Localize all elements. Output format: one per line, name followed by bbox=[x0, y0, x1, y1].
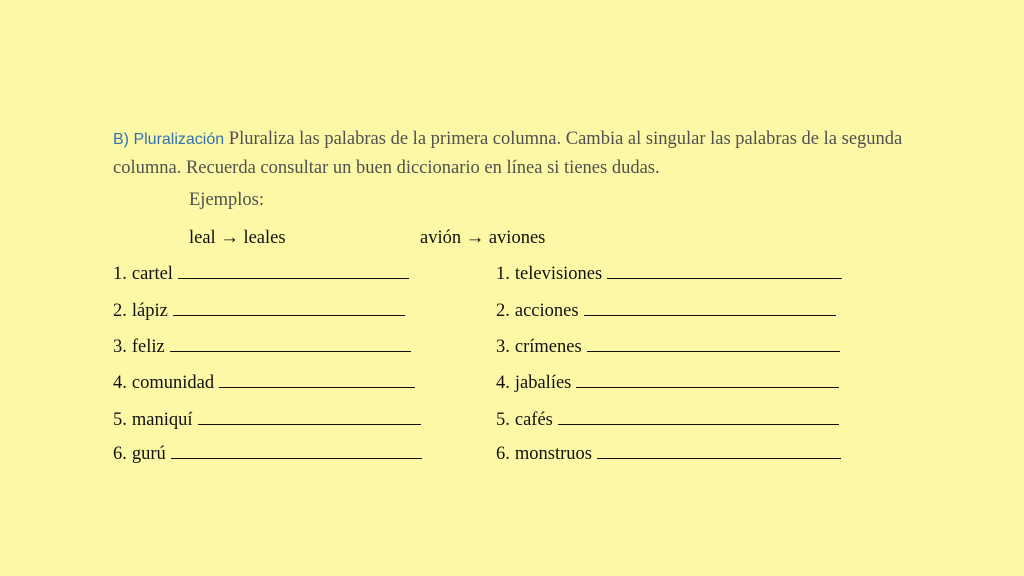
right-item-2 bbox=[496, 301, 836, 322]
item-word: maniquí bbox=[131, 410, 193, 430]
left-item-1 bbox=[113, 264, 409, 285]
left-item-6 bbox=[113, 444, 422, 465]
example-right: avión → aviones bbox=[420, 228, 546, 248]
answer-blank[interactable] bbox=[558, 410, 839, 425]
item-word: jabalíes bbox=[514, 373, 572, 393]
item-number: 2. bbox=[113, 301, 127, 321]
item-number: 5. bbox=[113, 410, 127, 430]
item-word: cartel bbox=[131, 264, 173, 284]
answer-blank[interactable] bbox=[597, 444, 841, 459]
item-number: 4. bbox=[113, 373, 127, 393]
right-item-5 bbox=[496, 410, 839, 431]
item-number: 1. bbox=[113, 264, 127, 284]
answer-blank[interactable] bbox=[587, 337, 840, 352]
left-item-3 bbox=[113, 337, 411, 358]
instructions-paragraph bbox=[113, 125, 963, 183]
answer-blank[interactable] bbox=[198, 410, 421, 425]
left-item-4 bbox=[113, 373, 415, 394]
right-item-4 bbox=[496, 373, 839, 394]
example-left: leal → leales bbox=[189, 228, 286, 248]
item-word: crímenes bbox=[514, 337, 582, 357]
item-word: cafés bbox=[514, 410, 553, 430]
examples-heading: Ejemplos: bbox=[189, 190, 265, 210]
item-word: monstruos bbox=[514, 444, 592, 464]
item-number: 4. bbox=[496, 373, 510, 393]
item-word: lápiz bbox=[131, 301, 168, 321]
answer-blank[interactable] bbox=[576, 373, 839, 388]
answer-blank[interactable] bbox=[178, 264, 409, 279]
item-number: 5. bbox=[496, 410, 510, 430]
item-word: televisiones bbox=[514, 264, 603, 284]
item-word: acciones bbox=[514, 301, 579, 321]
left-item-2 bbox=[113, 301, 405, 322]
answer-blank[interactable] bbox=[173, 301, 405, 316]
left-item-5 bbox=[113, 410, 421, 431]
item-word: gurú bbox=[131, 444, 166, 464]
answer-blank[interactable] bbox=[584, 301, 836, 316]
item-word: feliz bbox=[131, 337, 165, 357]
section-label: B) Pluralización bbox=[113, 131, 225, 148]
item-word: comunidad bbox=[131, 373, 215, 393]
item-number: 1. bbox=[496, 264, 510, 284]
item-number: 2. bbox=[496, 301, 510, 321]
right-item-1 bbox=[496, 264, 842, 285]
answer-blank[interactable] bbox=[607, 264, 842, 279]
item-number: 6. bbox=[496, 444, 510, 464]
item-number: 3. bbox=[113, 337, 127, 357]
answer-blank[interactable] bbox=[219, 373, 415, 388]
answer-blank[interactable] bbox=[171, 444, 422, 459]
item-number: 3. bbox=[496, 337, 510, 357]
right-item-6 bbox=[496, 444, 841, 465]
item-number: 6. bbox=[113, 444, 127, 464]
instructions-text: Pluraliza las palabras de la primera columna. Cambia al singular las palabras de la segunda columna. Recuerda consultar un buen diccionario en línea si tienes dudas. bbox=[113, 129, 903, 178]
right-item-3 bbox=[496, 337, 840, 358]
answer-blank[interactable] bbox=[170, 337, 411, 352]
